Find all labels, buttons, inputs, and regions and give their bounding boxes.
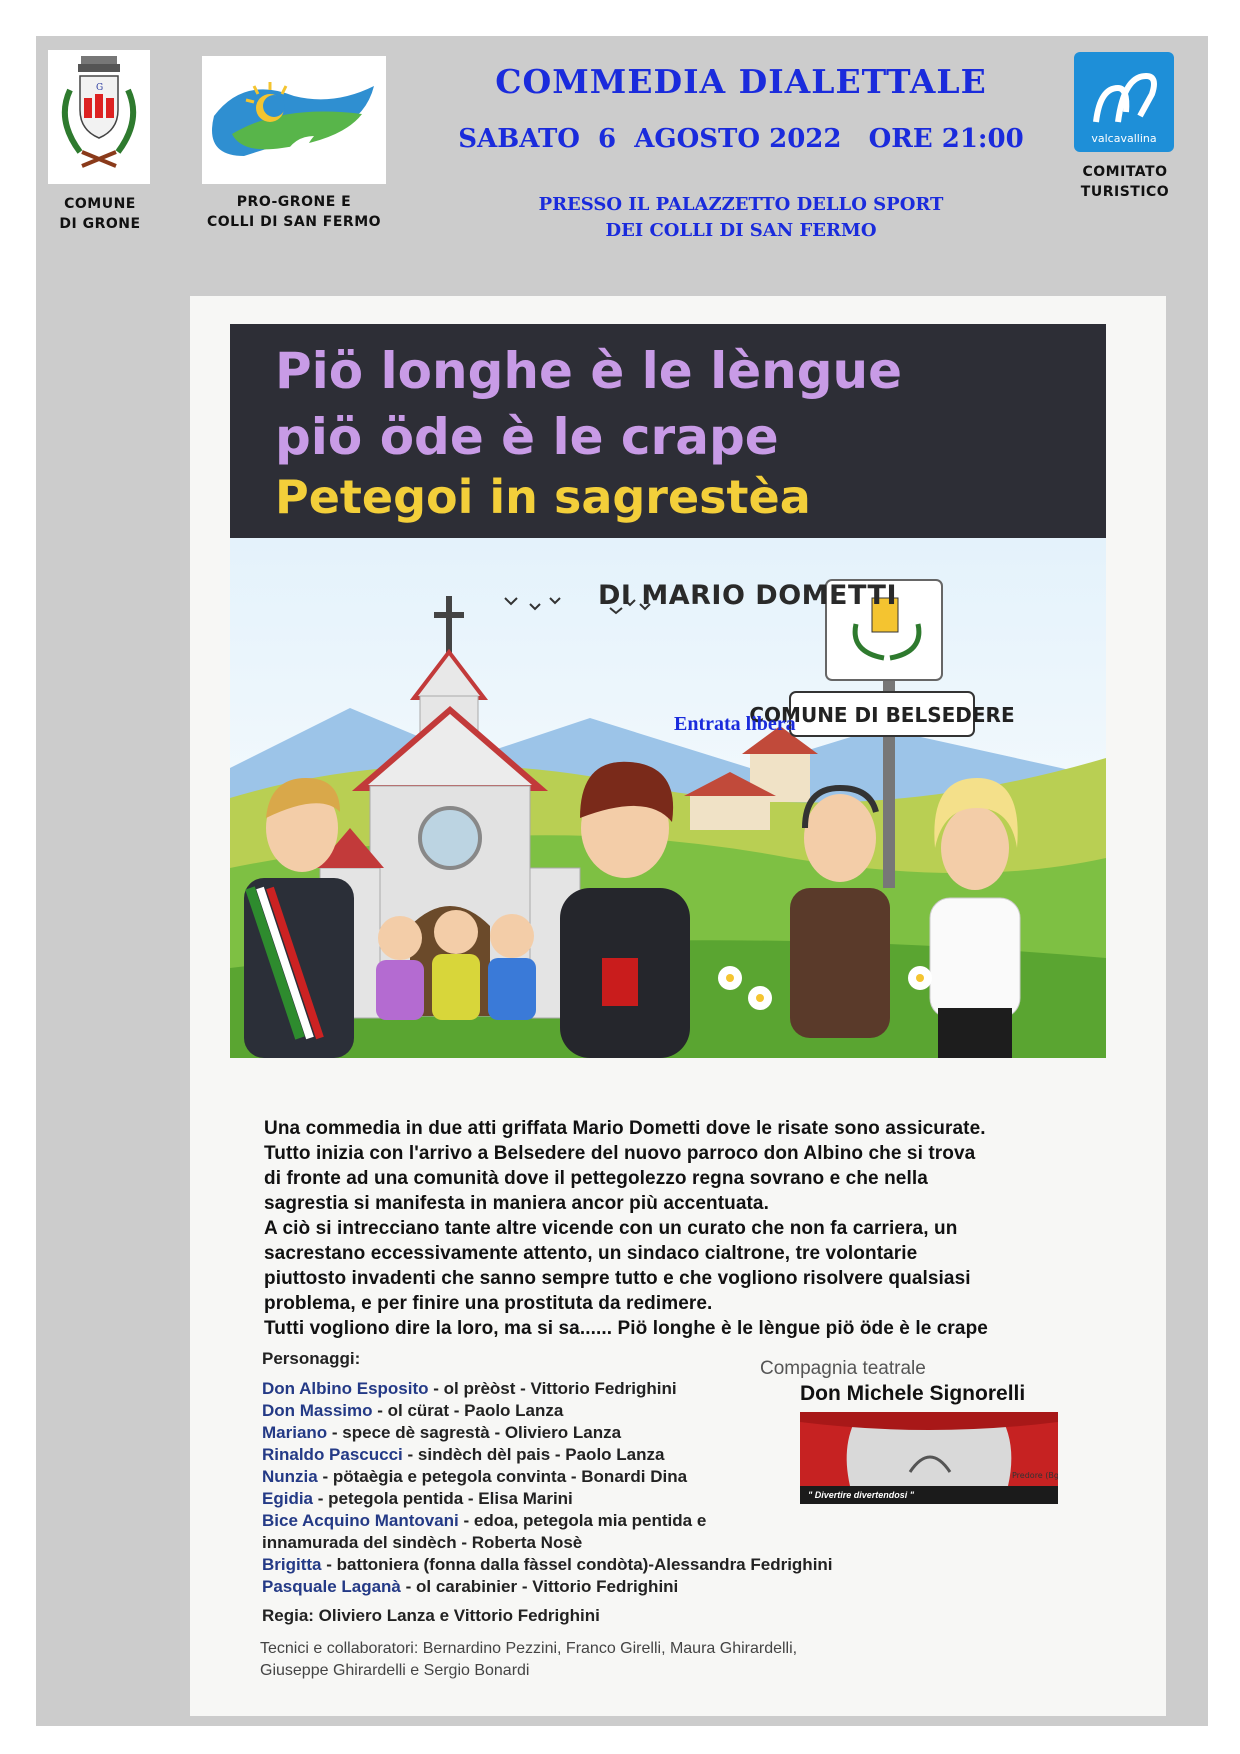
cast-row: Brigitta - battoniera (fonna dalla fàssel condòta)-Alessandra Fedrighini (262, 1555, 833, 1574)
description-line: problema, e per finire una prostituta da redimere. (264, 1293, 713, 1314)
poster-illustration (230, 538, 1106, 1058)
event-title: COMMEDIA DIALETTALE (495, 62, 987, 101)
description-line: A ciò si intrecciano tante altre vicende con un curato che non fa carriera, un (264, 1218, 958, 1239)
description (264, 1116, 1064, 1341)
description-line: sacrestano eccessivamente attento, un sindaco cialtrone, tre volontarie (264, 1243, 918, 1264)
event-venue-line1: PRESSO IL PALAZZETTO DELLO SPORT (538, 194, 944, 215)
valcavallina-logo (1074, 52, 1174, 152)
event-date: SABATO 6 AGOSTO 2022 ORE 21:00 (458, 124, 1024, 154)
cast-row: Rinaldo Pascucci - sindèch dèl pais - Paolo Lanza (262, 1445, 665, 1464)
description-line: Una commedia in due atti griffata Mario Dometti dove le risate sono assicurate. (264, 1118, 986, 1139)
grone-crest-logo (48, 50, 150, 184)
belsedere-sign-text: COMUNE DI BELSEDERE (749, 703, 1015, 727)
cast-row: Nunzia - pötaègia e petegola convinta - Bonardi Dina (262, 1467, 688, 1486)
tecnici-block: Tecnici e collaboratori: Bernardino Pezzini, Franco Girelli, Maura Ghirardelli, Giuseppe Ghirardelli e Sergio Bonardi (260, 1640, 798, 1679)
description-line: Tutto inizia con l'arrivo a Belsedere del nuovo parroco don Albino che si trova (264, 1143, 976, 1164)
svg-text:G: G (96, 83, 104, 93)
woman-figure (930, 778, 1020, 1058)
cast-row: Mariano - spece dè sagrestà - Oliviero Lanza (262, 1423, 622, 1442)
volunteers-figures (376, 910, 536, 1020)
compagnia-block (750, 1358, 1080, 1504)
poster-title-line1: Piö longhe è le lèngue (275, 342, 903, 400)
theatre-stage-logo (800, 1412, 1058, 1504)
regia-line: Regia: Oliviero Lanza e Vittorio Fedrighini (262, 1606, 600, 1625)
poster-subtitle: Petegoi in sagrestèa (275, 470, 811, 524)
description-line: di fronte ad una comunità dove il pettegolezzo regna sovrano e che nella (264, 1168, 928, 1189)
description-line: sagrestia si manifesta in maniera ancor più accentuata. (264, 1193, 769, 1214)
poster-frame (36, 36, 1208, 1726)
personaggi-heading: Personaggi: (262, 1349, 361, 1368)
comitato-label: COMITATO TURISTICO (1080, 164, 1170, 200)
poster-title-band (230, 324, 1106, 538)
event-venue-line2: DEI COLLI DI SAN FERMO (605, 220, 877, 241)
grone-label: COMUNE DI GRONE (59, 196, 141, 232)
cast-list (262, 1378, 833, 1598)
poster-title-line2: piö öde è le crape (275, 408, 779, 466)
description-line: Tutti vogliono dire la loro, ma si sa...... Piö longhe è le lèngue piö öde è le crape (264, 1318, 988, 1339)
poster-photo (190, 296, 1166, 1716)
pro-grone-label: PRO-GRONE E COLLI DI SAN FERMO (206, 194, 382, 230)
cast-row: Egidia - petegola pentida - Elisa Marini (262, 1489, 573, 1508)
stage-place: Predore (Bg) (1012, 1471, 1058, 1480)
description-line: piuttosto invadenti che sanno sempre tutto e che vogliono risolvere qualsiasi (264, 1268, 971, 1289)
cast-row: Don Albino Esposito - ol prèòst - Vittorio Fedrighini (262, 1379, 677, 1398)
stage-motto: " Divertire divertendosi " (800, 1486, 1058, 1504)
cast-row: Don Massimo - ol cürat - Paolo Lanza (262, 1401, 564, 1420)
pro-grone-logo (202, 56, 386, 184)
author-line: DI MARIO DOMETTI (598, 580, 897, 611)
cast-row: innamurada del sindèch - Roberta Nosè (262, 1533, 583, 1552)
valcavallina-text: valcavallina (1091, 132, 1157, 145)
cast-row: Bice Acquino Mantovani - edoa, petegola mia pentida e (262, 1511, 707, 1530)
cast-row: Pasquale Laganà - ol carabinier - Vittorio Fedrighini (262, 1577, 679, 1596)
entrata-libera: Entrata libera (674, 713, 796, 735)
compagnia-label: Compagnia teatrale (760, 1358, 926, 1379)
compagnia-name: Don Michele Signorelli (800, 1382, 1026, 1405)
